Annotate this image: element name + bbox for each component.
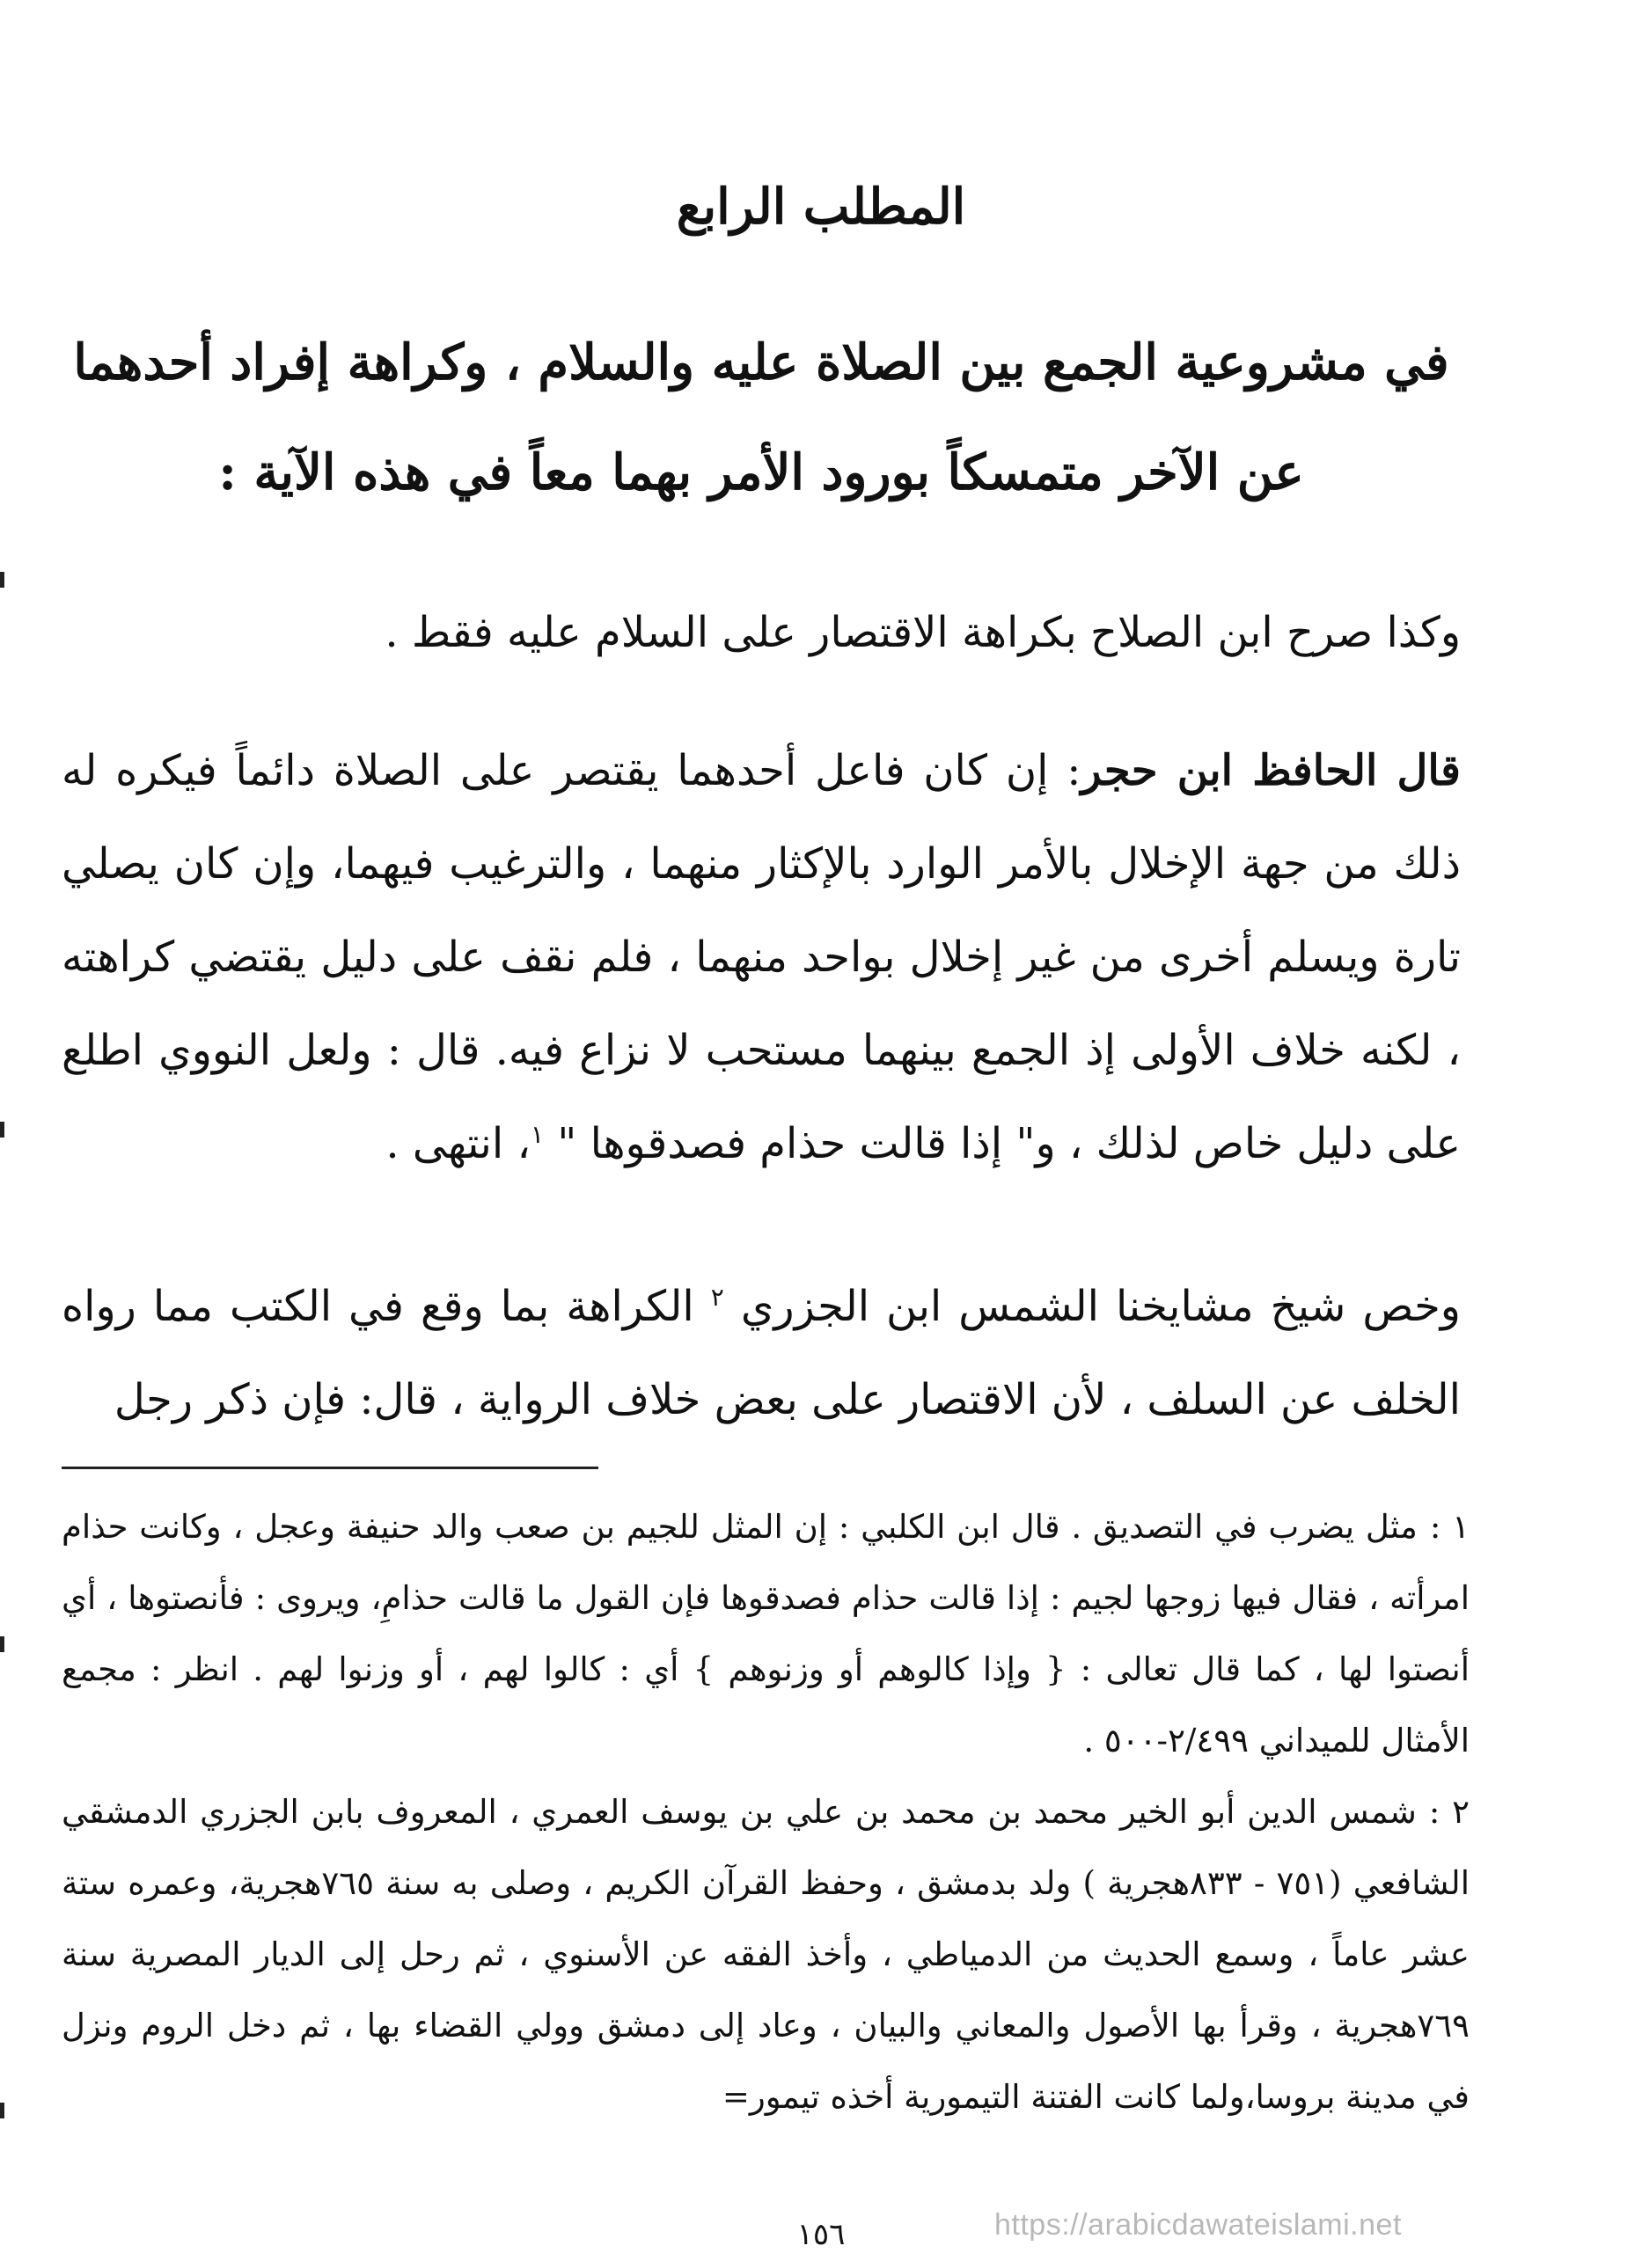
- watermark-url: https://arabicdawateislami.net: [994, 2208, 1402, 2242]
- footnote-ref-2[interactable]: ٢: [710, 1283, 724, 1312]
- paragraph-3: [62, 1260, 1461, 1446]
- scan-edge-mark: [0, 1636, 4, 1652]
- footnote-1-text: مثل يضرب في التصديق . قال ابن الكلبي : إن المثل للجيم بن صعب والد حنيفة وعجل ، وكانت حذام امرأته ، فقال فيها زوجها لجيم : إذا قالت حذام فصدقوها فإن القول ما قالت حذامِ، ويروى : فأنصتوها ، أي أنصتوا لها ، كما قال تعالى : { وإذا كالوهم أو وزنوهم } أي : كالوا لهم ، أو وزنوا لهم . انظر : مجمع الأمثال للميداني ٢/٤٩٩-٥٠٠ .: [62, 1508, 1470, 1760]
- paragraph-2-tail: ، انتهى .: [385, 1119, 531, 1168]
- scan-edge-mark: [0, 2103, 4, 2118]
- paragraph-3-text-a: وخص شيخ مشايخنا الشمس ابن الجزري: [740, 1282, 1461, 1331]
- page-number: ١٥٦: [796, 2217, 846, 2252]
- paragraph-2-body: : إن كان فاعل أحدهما يقتصر على الصلاة دائماً فيكره له ذلك من جهة الإخلال بالأمر الوارد بالإكثار منهما ، والترغيب فيهما، وإن كان يصلي تارة ويسلم أخرى من غير إخلال بواحد منهما ، فلم نقف على دليل يقتضي كراهته ، لكنه خلاف الأولى إذ الجمع بينهما مستحب لا نزاع فيه. قال : ولعل النووي اطلع على دليل خاص لذلك ، و" إذا قالت حذام فصدقوها ": [62, 746, 1462, 1168]
- footnote-2-number: ٢ :: [1428, 1793, 1470, 1831]
- scan-edge-mark: [0, 572, 4, 588]
- footnote-divider: [62, 1467, 598, 1469]
- paragraph-1-text: وكذا صرح ابن الصلاح بكراهة الاقتصار على السلام عليه فقط .: [385, 608, 1461, 657]
- footnotes: [62, 1491, 1470, 2133]
- footnote-ref-1[interactable]: ١: [530, 1120, 544, 1149]
- paragraph-1: [62, 586, 1461, 679]
- footnote-2: [62, 1776, 1470, 2133]
- scan-edge-mark: [0, 1122, 4, 1138]
- footnote-1: [62, 1491, 1470, 1776]
- footnote-1-number: ١ :: [1429, 1508, 1470, 1546]
- footnote-2-text: شمس الدين أبو الخير محمد بن محمد بن علي بن يوسف العمري ، المعروف بابن الجزري الدمشقي الشافعي (٧٥١ - ٨٣٣هجرية ) ولد بدمشق ، وحفظ القرآن الكريم ، وصلى به سنة ٧٦٥هجرية، وعمره ستة عشر عاماً ، وسمع الحديث من الدمياطي ، وأخذ الفقه عن الأسنوي ، ثم رحل إلى الديار المصرية سنة ٧٦٩هجرية ، وقرأ بها الأصول والمعاني والبيان ، وعاد إلى دمشق وولي القضاء بها ، ثم دخل الروم ونزل في مدينة بروسا،ولما كانت الفتنة التيمورية أخذه تيمور=: [62, 1793, 1470, 2116]
- paragraph-2-lead: قال الحافظ ابن حجر: [1081, 746, 1462, 795]
- paragraph-2: [62, 724, 1461, 1190]
- section-heading: المطلب الرابع: [676, 178, 966, 236]
- paragraph-3-text-b: الكراهة بما وقع في الكتب مما رواه الخلف عن السلف ، لأن الاقتصار على بعض خلاف الرواية ، قال: فإن ذكر رجل: [62, 1282, 1461, 1424]
- section-subheading: في مشروعية الجمع بين الصلاة عليه والسلام ، وكراهة إفراد أحدهما عن الآخر متمسكاً بورود الأمر بهما معاً في هذه الآية :: [73, 333, 1449, 501]
